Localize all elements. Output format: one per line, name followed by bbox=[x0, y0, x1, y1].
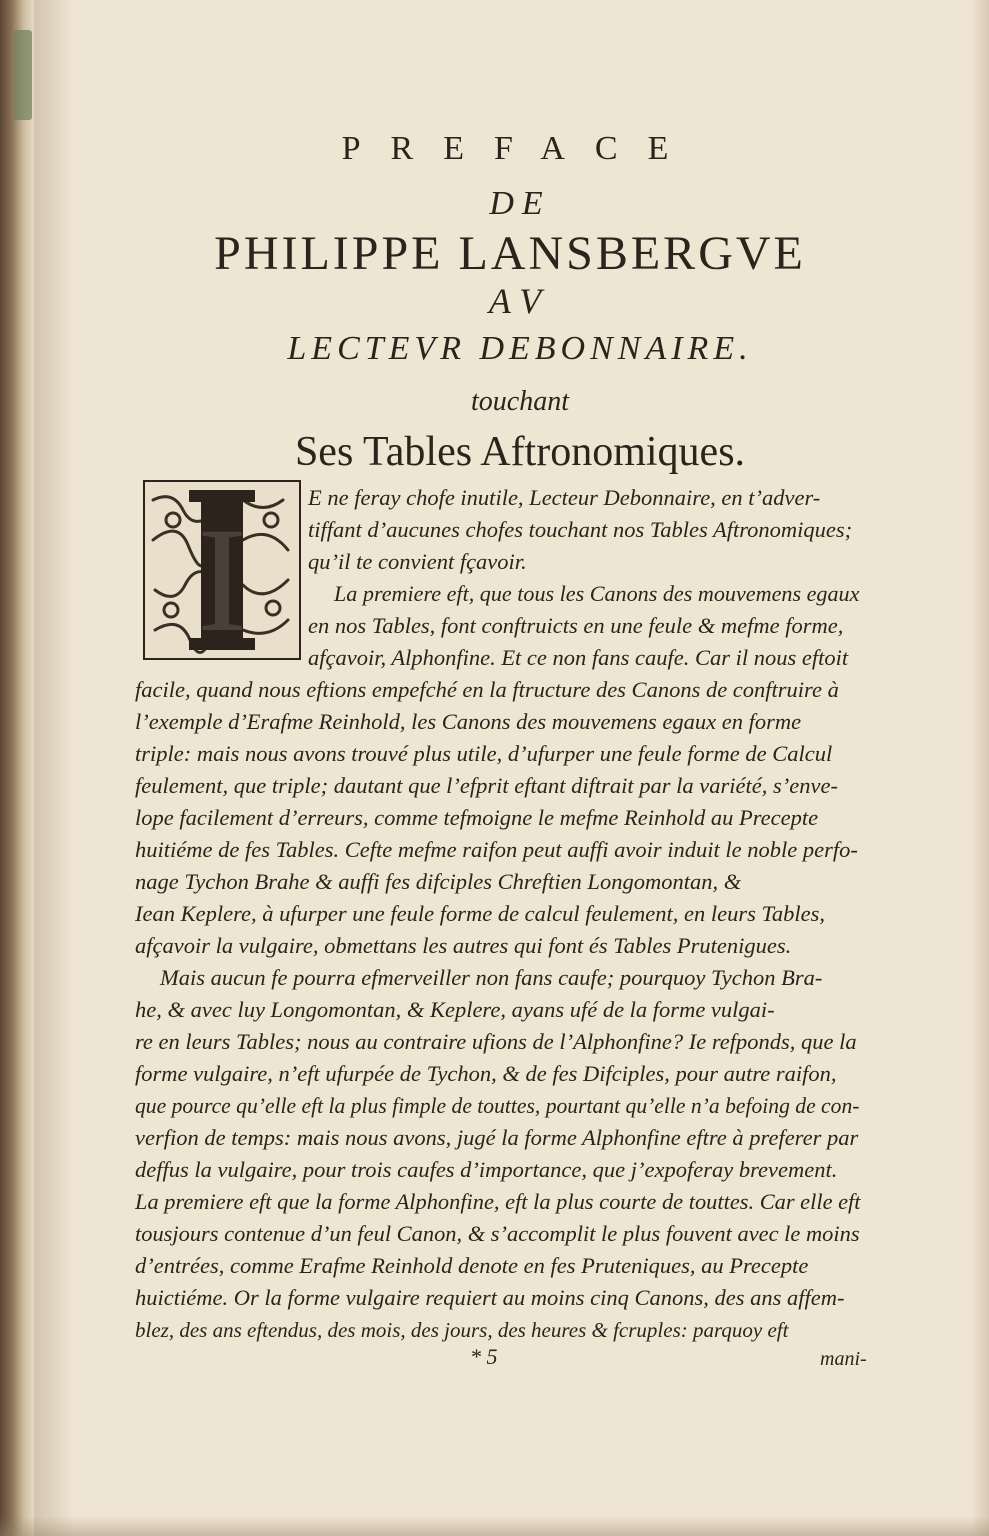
title-de: DE bbox=[489, 185, 551, 222]
text-line: re en leurs Tables; nous au contraire ufions de l’Alphonfine? Ie refponds, que la bbox=[135, 1029, 857, 1054]
text-line: he, & avec luy Longomontan, & Keplere, ayans ufé de la forme vulgai- bbox=[135, 997, 775, 1022]
text-line: nage Tychon Brahe & auffi fes difciples Chreftien Longomontan, & bbox=[135, 869, 742, 894]
catchword: mani- bbox=[820, 1348, 867, 1370]
text-line: afçavoir, Alphonfine. Et ce non fans caufe. Car il nous eftoit bbox=[308, 645, 849, 670]
dropcap-letter: I bbox=[197, 497, 247, 660]
text-line: tiffant d’aucunes chofes touchant nos Tables Aftronomiques; bbox=[308, 517, 853, 542]
text-line: blez, des ans eftendus, des mois, des jours, des heures & fcruples: parquoy eft bbox=[135, 1318, 789, 1342]
text-line: l’exemple d’Erafme Reinhold, les Canons des mouvemens egaux en forme bbox=[135, 709, 802, 734]
text-line: deffus la vulgaire, pour trois caufes d’importance, que j’expoferay brevement. bbox=[135, 1157, 838, 1182]
text-line: Mais aucun fe pourra efmerveiller non fans caufe; pourquoy Tychon Bra- bbox=[160, 965, 823, 990]
text-line: facile, quand nous eftions empefché en la ftructure des Canons de conftruire à bbox=[135, 677, 839, 702]
title-subject: Ses Tables Aftronomiques. bbox=[294, 429, 746, 475]
signature-mark: * 5 bbox=[470, 1344, 498, 1369]
text-line: que pource qu’elle eft la plus fimple de touttes, pourtant qu’elle n’a befoing de con- bbox=[135, 1093, 860, 1118]
page-edge bbox=[971, 0, 989, 1536]
text-line: qu’il te convient fçavoir. bbox=[308, 549, 527, 574]
book-spine bbox=[0, 0, 34, 1536]
page-bottom-edge bbox=[0, 1516, 989, 1536]
text-line: feulement, que triple; dautant que l’efprit eftant diftrait par la variété, s’enve- bbox=[135, 773, 838, 798]
title-author: PHILIPPE LANSBERGVE bbox=[214, 227, 806, 280]
decorated-initial bbox=[143, 480, 301, 660]
title-touchant: touchant bbox=[471, 386, 569, 417]
text-line: huitiéme de fes Tables. Cefte mefme raifon peut auffi avoir induit le noble perfo- bbox=[135, 837, 858, 862]
text-line: Iean Keplere, à ufurper une feule forme de calcul feulement, en leurs Tables, bbox=[135, 901, 826, 926]
text-line: La premiere eft que la forme Alphonfine, eft la plus courte de touttes. Car elle eft bbox=[135, 1189, 861, 1214]
text-line: afçavoir la vulgaire, obmettans les autres qui font és Tables Prutenigues. bbox=[135, 933, 792, 958]
text-line: triple: mais nous avons trouvé plus utile, d’ufurper une feule forme de Calcul bbox=[135, 741, 833, 766]
ribbon-tab bbox=[14, 30, 32, 120]
text-line: lope facilement d’erreurs, comme tefmoigne le mefme Reinhold au Precepte bbox=[135, 805, 819, 830]
text-line: forme vulgaire, n’eft ufurpée de Tychon, & de fes Difciples, pour autre raifon, bbox=[135, 1061, 837, 1086]
text-line: huictiéme. Or la forme vulgaire requiert au moins cinq Canons, des ans affem- bbox=[135, 1285, 845, 1310]
text-line: verfion de temps: mais nous avons, jugé la forme Alphonfine eftre à preferer par bbox=[135, 1125, 859, 1150]
text-line: La premiere eft, que tous les Canons des mouvemens egaux bbox=[334, 581, 860, 606]
title-au: AV bbox=[488, 281, 552, 321]
title-preface: PREFACE bbox=[341, 130, 699, 167]
title-lecteur: LECTEVR DEBONNAIRE. bbox=[287, 330, 753, 367]
text-line: d’entrées, comme Erafme Reinhold denote en fes Pruteniques, au Precepte bbox=[135, 1253, 809, 1278]
text-line: en nos Tables, font conftruicts en une feule & mefme forme, bbox=[308, 613, 844, 638]
text-line: tousjours contenue d’un feul Canon, & s’accomplit le plus fouvent avec le moins bbox=[135, 1221, 860, 1246]
text-line: E ne feray chofe inutile, Lecteur Debonnaire, en t’adver- bbox=[308, 485, 821, 510]
gutter-shadow bbox=[34, 0, 74, 1536]
decorated-initial-graphic bbox=[143, 480, 301, 660]
